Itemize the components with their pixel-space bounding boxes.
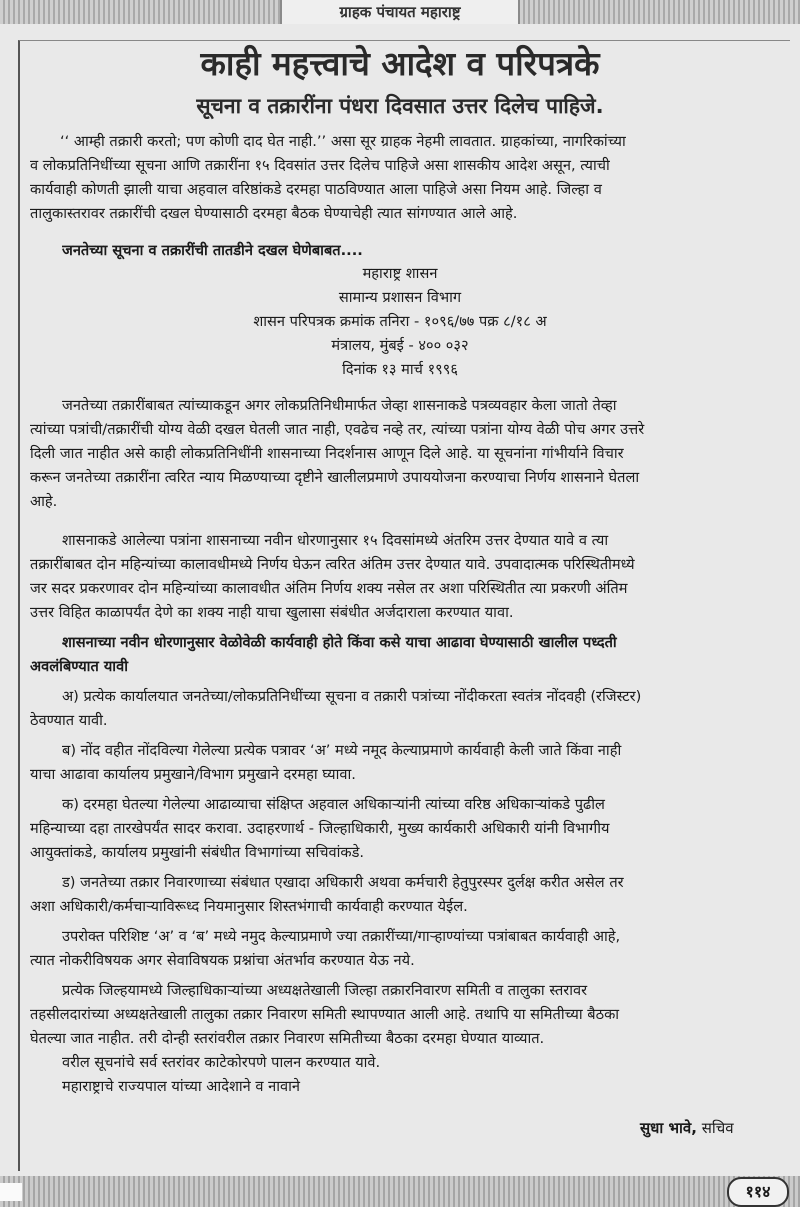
footer-band xyxy=(0,1176,800,1207)
intro-line: तालुकास्तरावर तक्रारींची दखल घेण्यासाठी दरमहा बैठक घेण्याचेही त्यात सांगण्यात आले आहे. xyxy=(30,205,518,222)
page-tab-mark xyxy=(0,1183,22,1201)
body-line: उत्तर विहित काळापर्यंत देणे का शक्य नाही याचा खुलासा संबंधीत अर्जदाराला करण्यात यावा. xyxy=(30,604,514,621)
clause-c: क) दरमहा घेतल्या गेलेल्या आढाव्याचा संक्षिप्त अहवाल अधिकाऱ्यांनी त्यांच्या वरिष्ठ अधिकाऱ्यांकडे पुढील xyxy=(62,796,605,813)
page-title: काही महत्त्वाचे आदेश व परिपत्रके xyxy=(200,44,600,83)
body-heading: अवलंबिण्यात यावी xyxy=(30,658,128,675)
body-line: शासनाकडे आलेल्या पत्रांना शासनाच्या नवीन धोरणानुसार १५ दिवसांमध्ये अंतरिम उत्तर देण्यात यावे व त्या xyxy=(62,532,609,549)
circular-date: दिनांक १३ मार्च १९९६ xyxy=(342,361,458,378)
intro-line: ‘‘ आम्ही तक्रारी करतो; पण कोणी दाद घेत नाही.’’ असा सूर ग्राहक नेहमी लावतात. ग्राहकांच्या, नागरिकांच्या xyxy=(60,133,626,150)
body-line: त्यात नोकरीविषयक अगर सेवाविषयक प्रश्नांचा अंतर्भाव करण्यात येऊ नये. xyxy=(30,952,415,969)
body-line: करून जनतेच्या तक्रारींना त्वरित न्याय मिळण्याच्या दृष्टीने खालीलप्रमाणे उपाययोजना करण्याचा निर्णय शासनाने घेतला xyxy=(30,469,640,486)
clause-b: ब) नोंद वहीत नोंदविल्या गेलेल्या प्रत्येक पत्रावर ‘अ’ मध्ये नमूद केल्याप्रमाणे कार्यवाही केली जाते किंवा नाही xyxy=(62,742,622,759)
body-line: प्रत्येक जिल्हयामध्ये जिल्हाधिकाऱ्यांच्या अध्यक्षतेखाली जिल्हा तक्रारनिवारण समिती व तालुका स्तरावर xyxy=(62,982,588,999)
body-line: दिली जात नाहीत असे काही लोकप्रतिनिधींनी शासनाच्या निदर्शनास आणून दिले आहे. या सूचनांना गांभीर्याने विचार xyxy=(30,445,624,462)
circular-address: मंत्रालय, मुंबई - ४०० ०३२ xyxy=(331,337,469,354)
header-label: ग्राहक पंचायत महाराष्ट्र xyxy=(280,0,520,24)
intro-line: व लोकप्रतिनिधींच्या सूचना आणि तक्रारींना १५ दिवसांत उत्तर दिलेच पाहिजे असा शासकीय आदेश असून, त्याची xyxy=(30,157,610,174)
body-line: तक्रारींबाबत दोन महिन्यांच्या कालावधीमध्ये निर्णय घेऊन त्वरित अंतिम उत्तर देण्यात यावे. उपवादात्मक परिस्थितीमध्ये xyxy=(30,556,635,573)
body-line: त्यांच्या पत्रांची/तक्रारींची योग्य वेळी दखल घेतली जात नाही, एवढेच नव्हे तर, त्यांच्या पत्रांना योग्य वेळी पोच अगर उत्तरे xyxy=(30,421,645,438)
body-line: जनतेच्या तक्रारींबाबत त्यांच्याकडून अगर लोकप्रतिनिधीमार्फत जेव्हा शासनाकडे पत्रव्यवहार केला जातो तेव्हा xyxy=(62,397,617,414)
gov-name: महाराष्ट्र शासन xyxy=(362,265,438,282)
body-line: उपरोक्त परिशिष्ट ‘अ’ व ‘ब’ मध्ये नमुद केल्याप्रमाणे ज्या तक्रारींच्या/गाऱ्हाण्यांच्या पत्रांबाबत कार्यवाही आहे, xyxy=(62,928,621,945)
body-line: वरील सूचनांचे सर्व स्तरांवर काटेकोरपणे पालन करण्यात यावे. xyxy=(62,1054,381,1071)
body-line: आहे. xyxy=(30,493,58,510)
clause-c: आयुक्तांकडे, कार्यालय प्रमुखांनी संबंधीत विभागांच्या सचिवांकडे. xyxy=(30,844,365,861)
clause-d: अशा अधिकारी/कर्मचाऱ्याविरूध्द नियमानुसार शिस्तभंगाची कार्यवाही करण्यात येईल. xyxy=(30,898,468,915)
page-number: ११४ xyxy=(727,1177,789,1207)
signature xyxy=(640,1117,734,1139)
clause-c: महिन्याच्या दहा तारखेपर्यंत सादर करावा. उदाहरणार्थ - जिल्हाधिकारी, मुख्य कार्यकारी अधिकारी यांनी विभागीय xyxy=(30,820,610,837)
department-name: सामान्य प्रशासन विभाग xyxy=(338,289,462,306)
clause-a: अ) प्रत्येक कार्यालयात जनतेच्या/लोकप्रतिनिधींच्या सूचना व तक्रारी पत्रांच्या नोंदीकरता स्वतंत्र नोंदवही (रजिस्टर) xyxy=(62,688,642,705)
page-subtitle: सूचना व तक्रारींना पंधरा दिवसात उत्तर दिलेच पाहिजे. xyxy=(196,94,604,118)
body-line: महाराष्ट्राचे राज्यपाल यांच्या आदेशाने व नावाने xyxy=(62,1078,301,1095)
signatory-role: सचिव xyxy=(701,1119,734,1137)
body-heading: शासनाच्या नवीन धोरणानुसार वेळोवेळी कार्यवाही होते किंवा कसे याचा आढावा घेण्यासाठी खालील पध्दती xyxy=(62,634,617,651)
section-heading: जनतेच्या सूचना व तक्रारींची तातडीने दखल घेणेबाबत.... xyxy=(62,242,363,259)
body-line: घेतल्या जात नाहीत. तरी दोन्ही स्तरांवरील तक्रार निवारण समितीच्या बैठका दरमहा घेण्यात याव्यात. xyxy=(30,1030,545,1047)
clause-a: ठेवण्यात यावी. xyxy=(30,712,108,729)
body-line: तहसीलदारांच्या अध्यक्षतेखाली तालुका तक्रार निवारण समिती स्थापण्यात आली आहे. तथापि या समितीच्या बैठका xyxy=(30,1006,620,1023)
body-line: जर सदर प्रकरणावर दोन महिन्यांच्या कालावधीत अंतिम निर्णय शक्य नसेल तर अशा परिस्थितीत त्या प्रकरणी अंतिम xyxy=(30,580,628,597)
clause-d: ड) जनतेच्या तक्रार निवारणाच्या संबंधात एखादा अधिकारी अथवा कर्मचारी हेतुपुरस्पर दुर्लक्ष करीत असेल तर xyxy=(62,874,624,891)
circular-number: शासन परिपत्रक क्रमांक तनिरा - १०९६/७७ पक्र ८/१८ अ xyxy=(253,313,547,330)
signatory-name: सुधा भावे, xyxy=(640,1119,697,1137)
clause-b: याचा आढावा कार्यालय प्रमुखाने/विभाग प्रमुखाने दरमहा घ्यावा. xyxy=(30,766,356,783)
intro-line: कार्यवाही कोणती झाली याचा अहवाल वरिष्ठांकडे दरमहा पाठविण्यात आला पाहिजे असा नियम आहे. जिल्हा व xyxy=(30,181,602,198)
